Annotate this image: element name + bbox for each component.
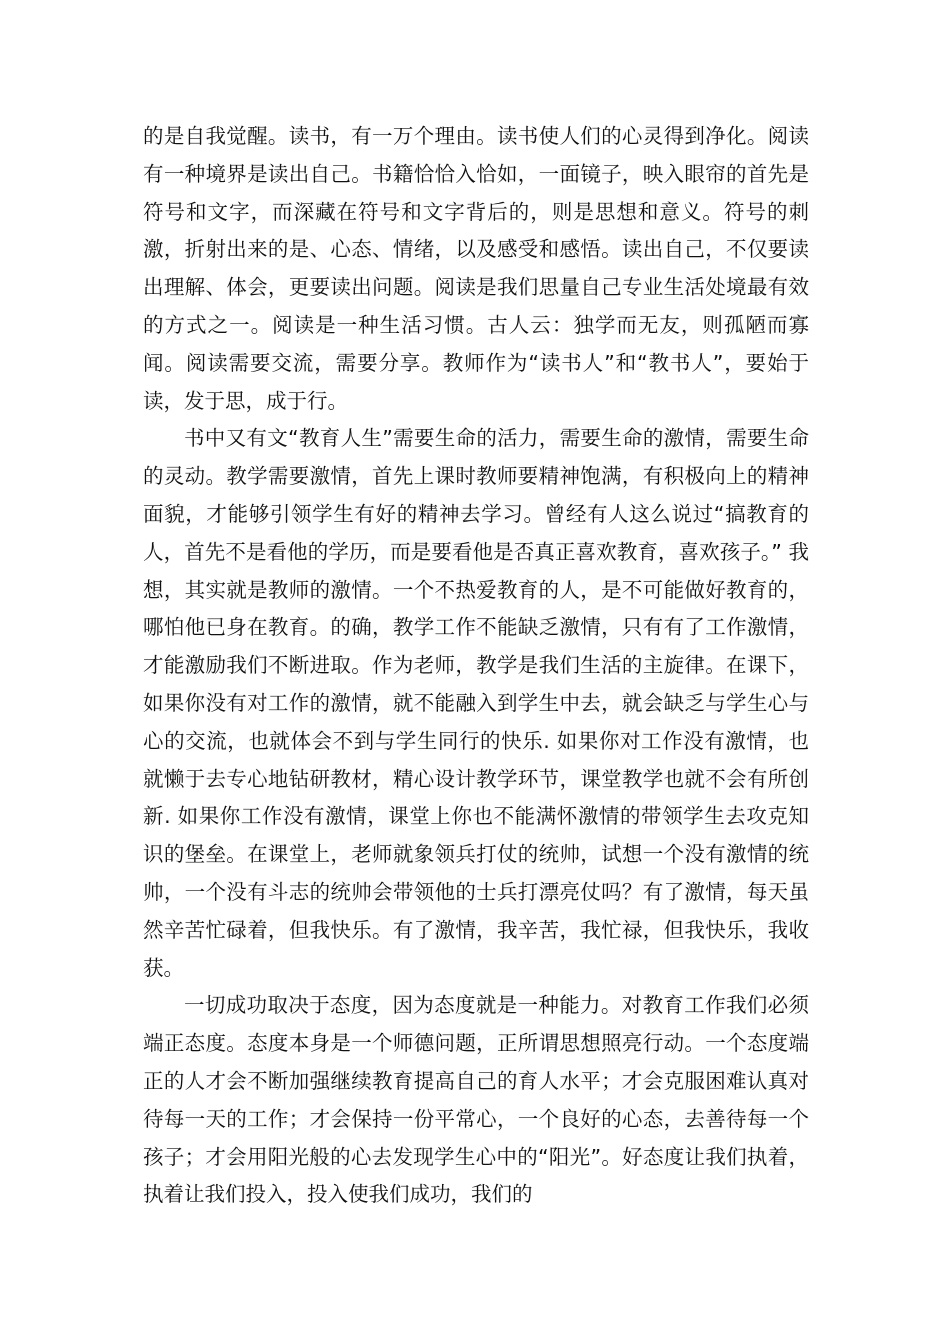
document-body xyxy=(143,118,809,1214)
paragraph-1: 的是自我觉醒。读书，有一万个理由。读书使人们的心灵得到净化。阅读有一种境界是读出自己。书籍恰恰入恰如，一面镜子，映入眼帘的首先是符号和文字，而深藏在符号和文字背后的，则是思想和意义。符号的刺激，折射出来的是、心态、情绪，以及感受和感悟。读出自己，不仅要读出理解、体会，更要读出问题。阅读是我们思量自己专业生活处境最有效的方式之一。阅读是一种生活习惯。古人云：独学而无友，则孤陋而寡闻。阅读需要交流，需要分享。教师作为“读书人”和“教书人”，要始于读，发于思，成于行。 xyxy=(143,124,809,413)
paragraph-3: 一切成功取决于态度，因为态度就是一种能力。对教育工作我们必须端正态度。态度本身是一个师德问题，正所谓思想照亮行动。一个态度端正的人才会不断加强继续教育提高自己的育人水平；才会克服困难认真对待每一天的工作；才会保持一份平常心，一个良好的心态，去善待每一个孩子；才会用阳光般的心去发现学生心中的“阳光”。好态度让我们执着，执着让我们投入，投入使我们成功，我们的 xyxy=(143,993,809,1207)
paragraph-2: 书中又有文“教育人生”需要生命的活力，需要生命的激情，需要生命的灵动。教学需要激情，首先上课时教师要精神饱满，有积极向上的精神面貌，才能够引领学生有好的精神去学习。曾经有人这么说过“搞教育的人，首先不是看他的学历，而是要看他是否真正喜欢教育，喜欢孩子。” 我想，其实就是教师的激情。一个不热爱教育的人，是不可能做好教育的，哪怕他已身在教育。的确，教学工作不能缺乏激情，只有有了工作激情，才能激励我们不断进取。作为老师，教学是我们生活的主旋律。在课下，如果你没有对工作的激情，就不能融入到学生中去，就会缺乏与学生心与心的交流，也就体会不到与学生同行的快乐. 如果你对工作没有激情，也就懒于去专心地钻研教材，精心设计教学环节，课堂教学也就不会有所创新. 如果你工作没有激情，课堂上你也不能满怀激情的带领学生去攻克知识的堡垒。在课堂上，老师就象领兵打仗的统帅，试想一个没有激情的统帅，一个没有斗志的统帅会带领他的士兵打漂亮仗吗？有了激情，每天虽然辛苦忙碌着，但我快乐。有了激情，我辛苦，我忙禄，但我快乐，我收获。 xyxy=(143,426,809,980)
